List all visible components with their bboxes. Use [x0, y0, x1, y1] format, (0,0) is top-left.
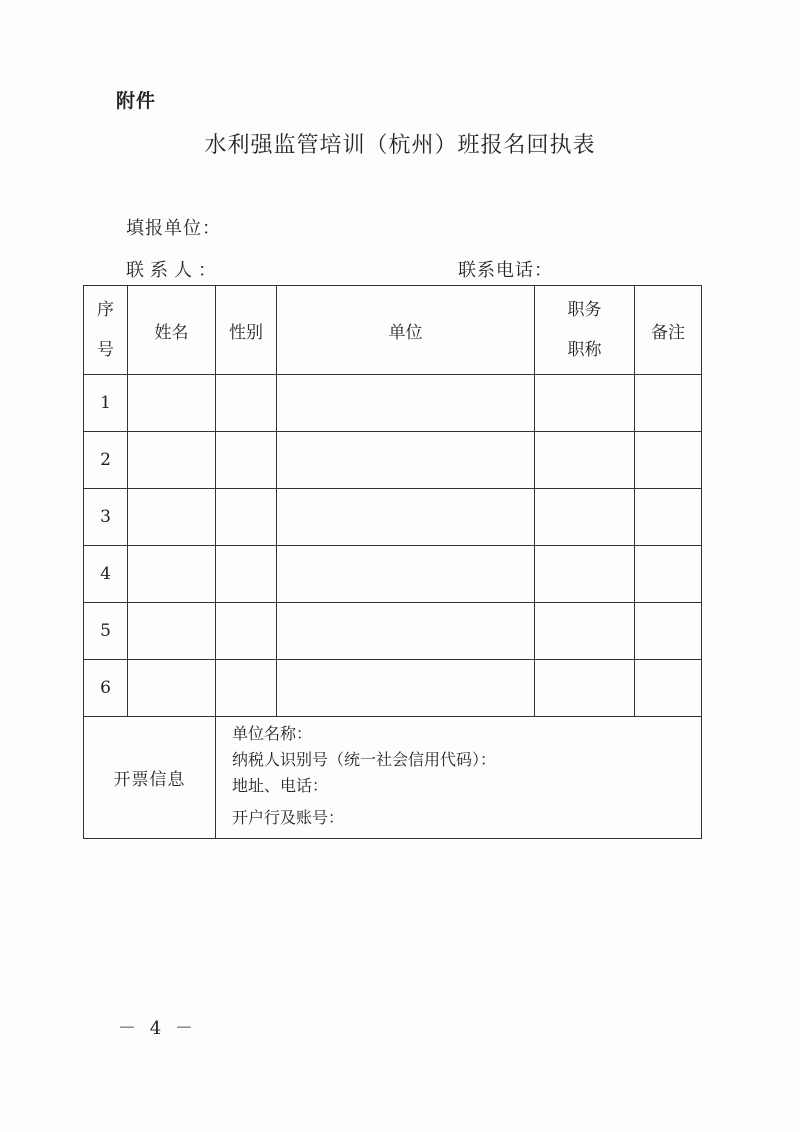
header-title-bottom: 职称 — [567, 340, 602, 360]
header-gender: 性别 — [216, 286, 277, 375]
cell-name[interactable] — [128, 546, 216, 603]
cell-unit[interactable] — [277, 660, 535, 717]
row-number: 2 — [84, 432, 128, 489]
page-number: － 4 － — [118, 1018, 197, 1039]
invoice-label: 开票信息 — [84, 717, 216, 839]
row-number: 3 — [84, 489, 128, 546]
contact-label: 联系人： — [126, 260, 222, 281]
table-row — [84, 375, 702, 432]
header-seq — [84, 286, 128, 375]
cell-gender[interactable] — [216, 546, 277, 603]
registration-table — [83, 285, 702, 839]
cell-remark[interactable] — [635, 489, 702, 546]
cell-gender[interactable] — [216, 489, 277, 546]
cell-title[interactable] — [535, 546, 635, 603]
invoice-tax-id-label: 纳税人识别号（统一社会信用代码）： — [232, 750, 497, 769]
cell-remark[interactable] — [635, 432, 702, 489]
cell-unit[interactable] — [277, 603, 535, 660]
page-title: 水利强监管培训（杭州）班报名回执表 — [204, 133, 596, 158]
invoice-fields[interactable] — [216, 717, 702, 839]
row-number: 5 — [84, 603, 128, 660]
cell-gender[interactable] — [216, 432, 277, 489]
invoice-row — [84, 717, 702, 839]
row-number: 4 — [84, 546, 128, 603]
cell-name[interactable] — [128, 603, 216, 660]
cell-title[interactable] — [535, 660, 635, 717]
cell-name[interactable] — [128, 660, 216, 717]
cell-gender[interactable] — [216, 603, 277, 660]
cell-unit[interactable] — [277, 489, 535, 546]
cell-name[interactable] — [128, 375, 216, 432]
unit-label: 填报单位： — [126, 218, 221, 239]
cell-remark[interactable] — [635, 375, 702, 432]
phone-label: 联系电话： — [458, 260, 553, 281]
header-title — [535, 286, 635, 375]
cell-unit[interactable] — [277, 432, 535, 489]
header-name: 姓名 — [128, 286, 216, 375]
table-row — [84, 546, 702, 603]
header-unit: 单位 — [277, 286, 535, 375]
header-seq-bottom: 号 — [97, 340, 114, 360]
table-row — [84, 660, 702, 717]
row-number: 6 — [84, 660, 128, 717]
invoice-bank-account-label: 开户行及账号： — [232, 808, 345, 827]
header-seq-top: 序 — [97, 300, 114, 320]
cell-title[interactable] — [535, 489, 635, 546]
cell-remark[interactable] — [635, 603, 702, 660]
cell-gender[interactable] — [216, 375, 277, 432]
cell-unit[interactable] — [277, 546, 535, 603]
table-row — [84, 489, 702, 546]
cell-title[interactable] — [535, 432, 635, 489]
attachment-label: 附件 — [116, 90, 157, 112]
cell-gender[interactable] — [216, 660, 277, 717]
cell-name[interactable] — [128, 432, 216, 489]
invoice-company-name-label: 单位名称： — [232, 724, 313, 743]
table-row — [84, 432, 702, 489]
cell-name[interactable] — [128, 489, 216, 546]
cell-title[interactable] — [535, 375, 635, 432]
cell-remark[interactable] — [635, 660, 702, 717]
cell-remark[interactable] — [635, 546, 702, 603]
header-remark: 备注 — [635, 286, 702, 375]
registration-table-wrap — [83, 285, 702, 839]
cell-unit[interactable] — [277, 375, 535, 432]
table-header-row — [84, 286, 702, 375]
table-row — [84, 603, 702, 660]
cell-title[interactable] — [535, 603, 635, 660]
header-title-top: 职务 — [567, 300, 602, 320]
row-number: 1 — [84, 375, 128, 432]
invoice-address-phone-label: 地址、电话： — [232, 776, 329, 795]
